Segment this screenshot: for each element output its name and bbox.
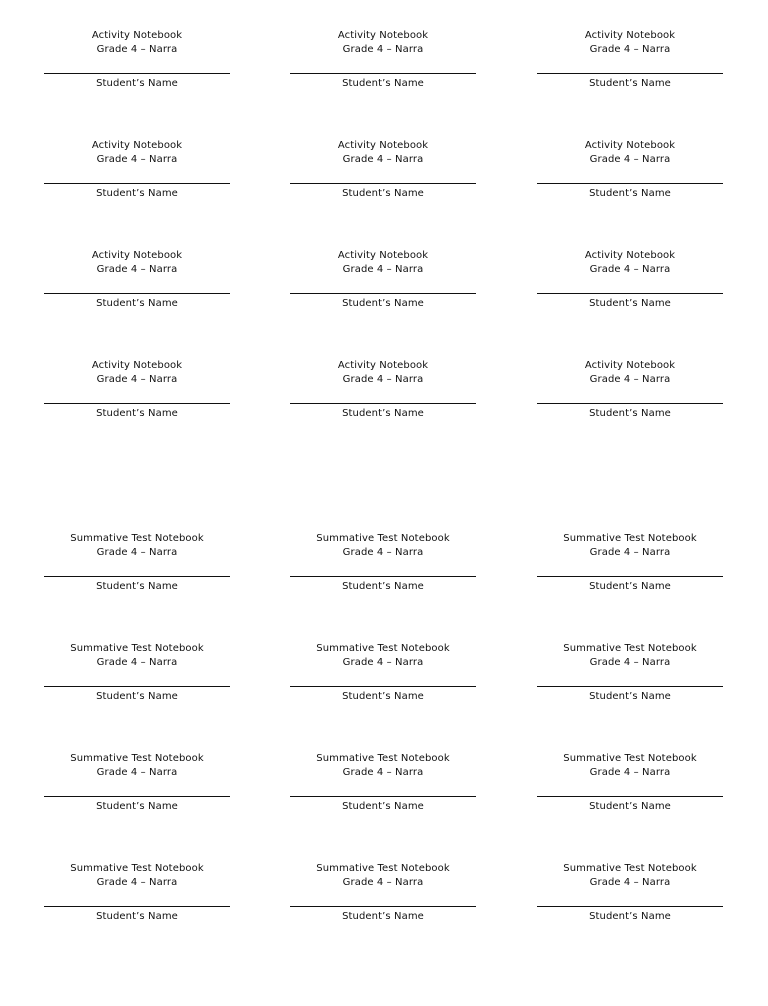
grade-section: Grade 4 – Narra	[96, 877, 178, 888]
name-write-line	[290, 403, 476, 404]
name-write-line	[290, 686, 476, 687]
grade-section: Grade 4 – Narra	[589, 767, 671, 778]
name-write-line	[44, 293, 230, 294]
notebook-title: Summative Test Notebook	[70, 863, 204, 874]
student-name-caption: Student’s Name	[342, 188, 424, 199]
grade-section: Grade 4 – Narra	[589, 877, 671, 888]
notebook-label	[44, 139, 230, 201]
name-write-line	[537, 576, 723, 577]
grade-section: Grade 4 – Narra	[342, 374, 424, 385]
notebook-title: Summative Test Notebook	[316, 753, 450, 764]
notebook-title: Summative Test Notebook	[70, 753, 204, 764]
notebook-label	[44, 532, 230, 594]
notebook-title: Summative Test Notebook	[563, 753, 697, 764]
notebook-label	[537, 139, 723, 201]
name-write-line	[44, 403, 230, 404]
notebook-title: Activity Notebook	[584, 360, 676, 371]
grade-section: Grade 4 – Narra	[589, 264, 671, 275]
grade-section: Grade 4 – Narra	[342, 154, 424, 165]
name-write-line	[44, 686, 230, 687]
student-name-caption: Student’s Name	[342, 801, 424, 812]
grade-section: Grade 4 – Narra	[589, 657, 671, 668]
grade-section: Grade 4 – Narra	[96, 154, 178, 165]
notebook-label	[44, 642, 230, 704]
grade-section: Grade 4 – Narra	[589, 154, 671, 165]
grade-section: Grade 4 – Narra	[96, 44, 178, 55]
name-write-line	[537, 796, 723, 797]
notebook-title: Summative Test Notebook	[563, 863, 697, 874]
notebook-label	[537, 862, 723, 924]
notebook-label	[290, 532, 476, 594]
notebook-title: Activity Notebook	[91, 140, 183, 151]
notebook-label	[537, 752, 723, 814]
student-name-caption: Student’s Name	[96, 298, 178, 309]
notebook-label	[44, 29, 230, 91]
grade-section: Grade 4 – Narra	[342, 767, 424, 778]
grade-section: Grade 4 – Narra	[589, 44, 671, 55]
notebook-label	[44, 359, 230, 421]
grade-section: Grade 4 – Narra	[342, 657, 424, 668]
student-name-caption: Student’s Name	[342, 581, 424, 592]
name-write-line	[290, 796, 476, 797]
name-write-line	[537, 906, 723, 907]
grade-section: Grade 4 – Narra	[589, 547, 671, 558]
notebook-title: Activity Notebook	[91, 360, 183, 371]
notebook-title: Activity Notebook	[337, 360, 429, 371]
notebook-label	[290, 752, 476, 814]
notebook-title: Activity Notebook	[91, 250, 183, 261]
student-name-caption: Student’s Name	[589, 298, 671, 309]
name-write-line	[537, 73, 723, 74]
notebook-title: Summative Test Notebook	[70, 643, 204, 654]
notebook-title: Summative Test Notebook	[316, 533, 450, 544]
notebook-title: Summative Test Notebook	[316, 863, 450, 874]
name-write-line	[537, 293, 723, 294]
notebook-label	[290, 249, 476, 311]
grade-section: Grade 4 – Narra	[342, 877, 424, 888]
name-write-line	[290, 183, 476, 184]
student-name-caption: Student’s Name	[342, 408, 424, 419]
grade-section: Grade 4 – Narra	[96, 547, 178, 558]
grade-section: Grade 4 – Narra	[589, 374, 671, 385]
name-write-line	[290, 293, 476, 294]
student-name-caption: Student’s Name	[342, 298, 424, 309]
notebook-title: Summative Test Notebook	[316, 643, 450, 654]
name-write-line	[44, 183, 230, 184]
name-write-line	[44, 906, 230, 907]
notebook-label	[290, 862, 476, 924]
notebook-title: Summative Test Notebook	[563, 533, 697, 544]
notebook-label	[44, 752, 230, 814]
student-name-caption: Student’s Name	[342, 911, 424, 922]
notebook-label	[537, 29, 723, 91]
name-write-line	[537, 403, 723, 404]
grade-section: Grade 4 – Narra	[342, 547, 424, 558]
grade-section: Grade 4 – Narra	[96, 374, 178, 385]
notebook-label	[290, 29, 476, 91]
name-write-line	[44, 73, 230, 74]
student-name-caption: Student’s Name	[96, 801, 178, 812]
student-name-caption: Student’s Name	[589, 801, 671, 812]
notebook-title: Activity Notebook	[91, 30, 183, 41]
notebook-label	[537, 249, 723, 311]
notebook-title: Activity Notebook	[337, 140, 429, 151]
notebook-title: Activity Notebook	[584, 140, 676, 151]
student-name-caption: Student’s Name	[96, 581, 178, 592]
notebook-label	[290, 359, 476, 421]
name-write-line	[290, 576, 476, 577]
notebook-label	[290, 139, 476, 201]
name-write-line	[537, 686, 723, 687]
student-name-caption: Student’s Name	[96, 408, 178, 419]
name-write-line	[44, 796, 230, 797]
student-name-caption: Student’s Name	[96, 691, 178, 702]
grade-section: Grade 4 – Narra	[342, 44, 424, 55]
notebook-title: Summative Test Notebook	[70, 533, 204, 544]
student-name-caption: Student’s Name	[589, 581, 671, 592]
notebook-title: Activity Notebook	[337, 250, 429, 261]
grade-section: Grade 4 – Narra	[96, 264, 178, 275]
name-write-line	[537, 183, 723, 184]
notebook-label	[44, 249, 230, 311]
notebook-title: Activity Notebook	[584, 250, 676, 261]
student-name-caption: Student’s Name	[96, 78, 178, 89]
student-name-caption: Student’s Name	[589, 691, 671, 702]
student-name-caption: Student’s Name	[342, 78, 424, 89]
notebook-label	[537, 642, 723, 704]
notebook-title: Activity Notebook	[337, 30, 429, 41]
student-name-caption: Student’s Name	[589, 911, 671, 922]
name-write-line	[44, 576, 230, 577]
student-name-caption: Student’s Name	[589, 408, 671, 419]
name-write-line	[290, 73, 476, 74]
notebook-title: Summative Test Notebook	[563, 643, 697, 654]
grade-section: Grade 4 – Narra	[96, 767, 178, 778]
student-name-caption: Student’s Name	[589, 78, 671, 89]
notebook-label	[290, 642, 476, 704]
grade-section: Grade 4 – Narra	[96, 657, 178, 668]
name-write-line	[290, 906, 476, 907]
student-name-caption: Student’s Name	[96, 911, 178, 922]
notebook-label	[537, 359, 723, 421]
student-name-caption: Student’s Name	[589, 188, 671, 199]
student-name-caption: Student’s Name	[96, 188, 178, 199]
grade-section: Grade 4 – Narra	[342, 264, 424, 275]
notebook-label	[537, 532, 723, 594]
notebook-title: Activity Notebook	[584, 30, 676, 41]
notebook-label	[44, 862, 230, 924]
student-name-caption: Student’s Name	[342, 691, 424, 702]
